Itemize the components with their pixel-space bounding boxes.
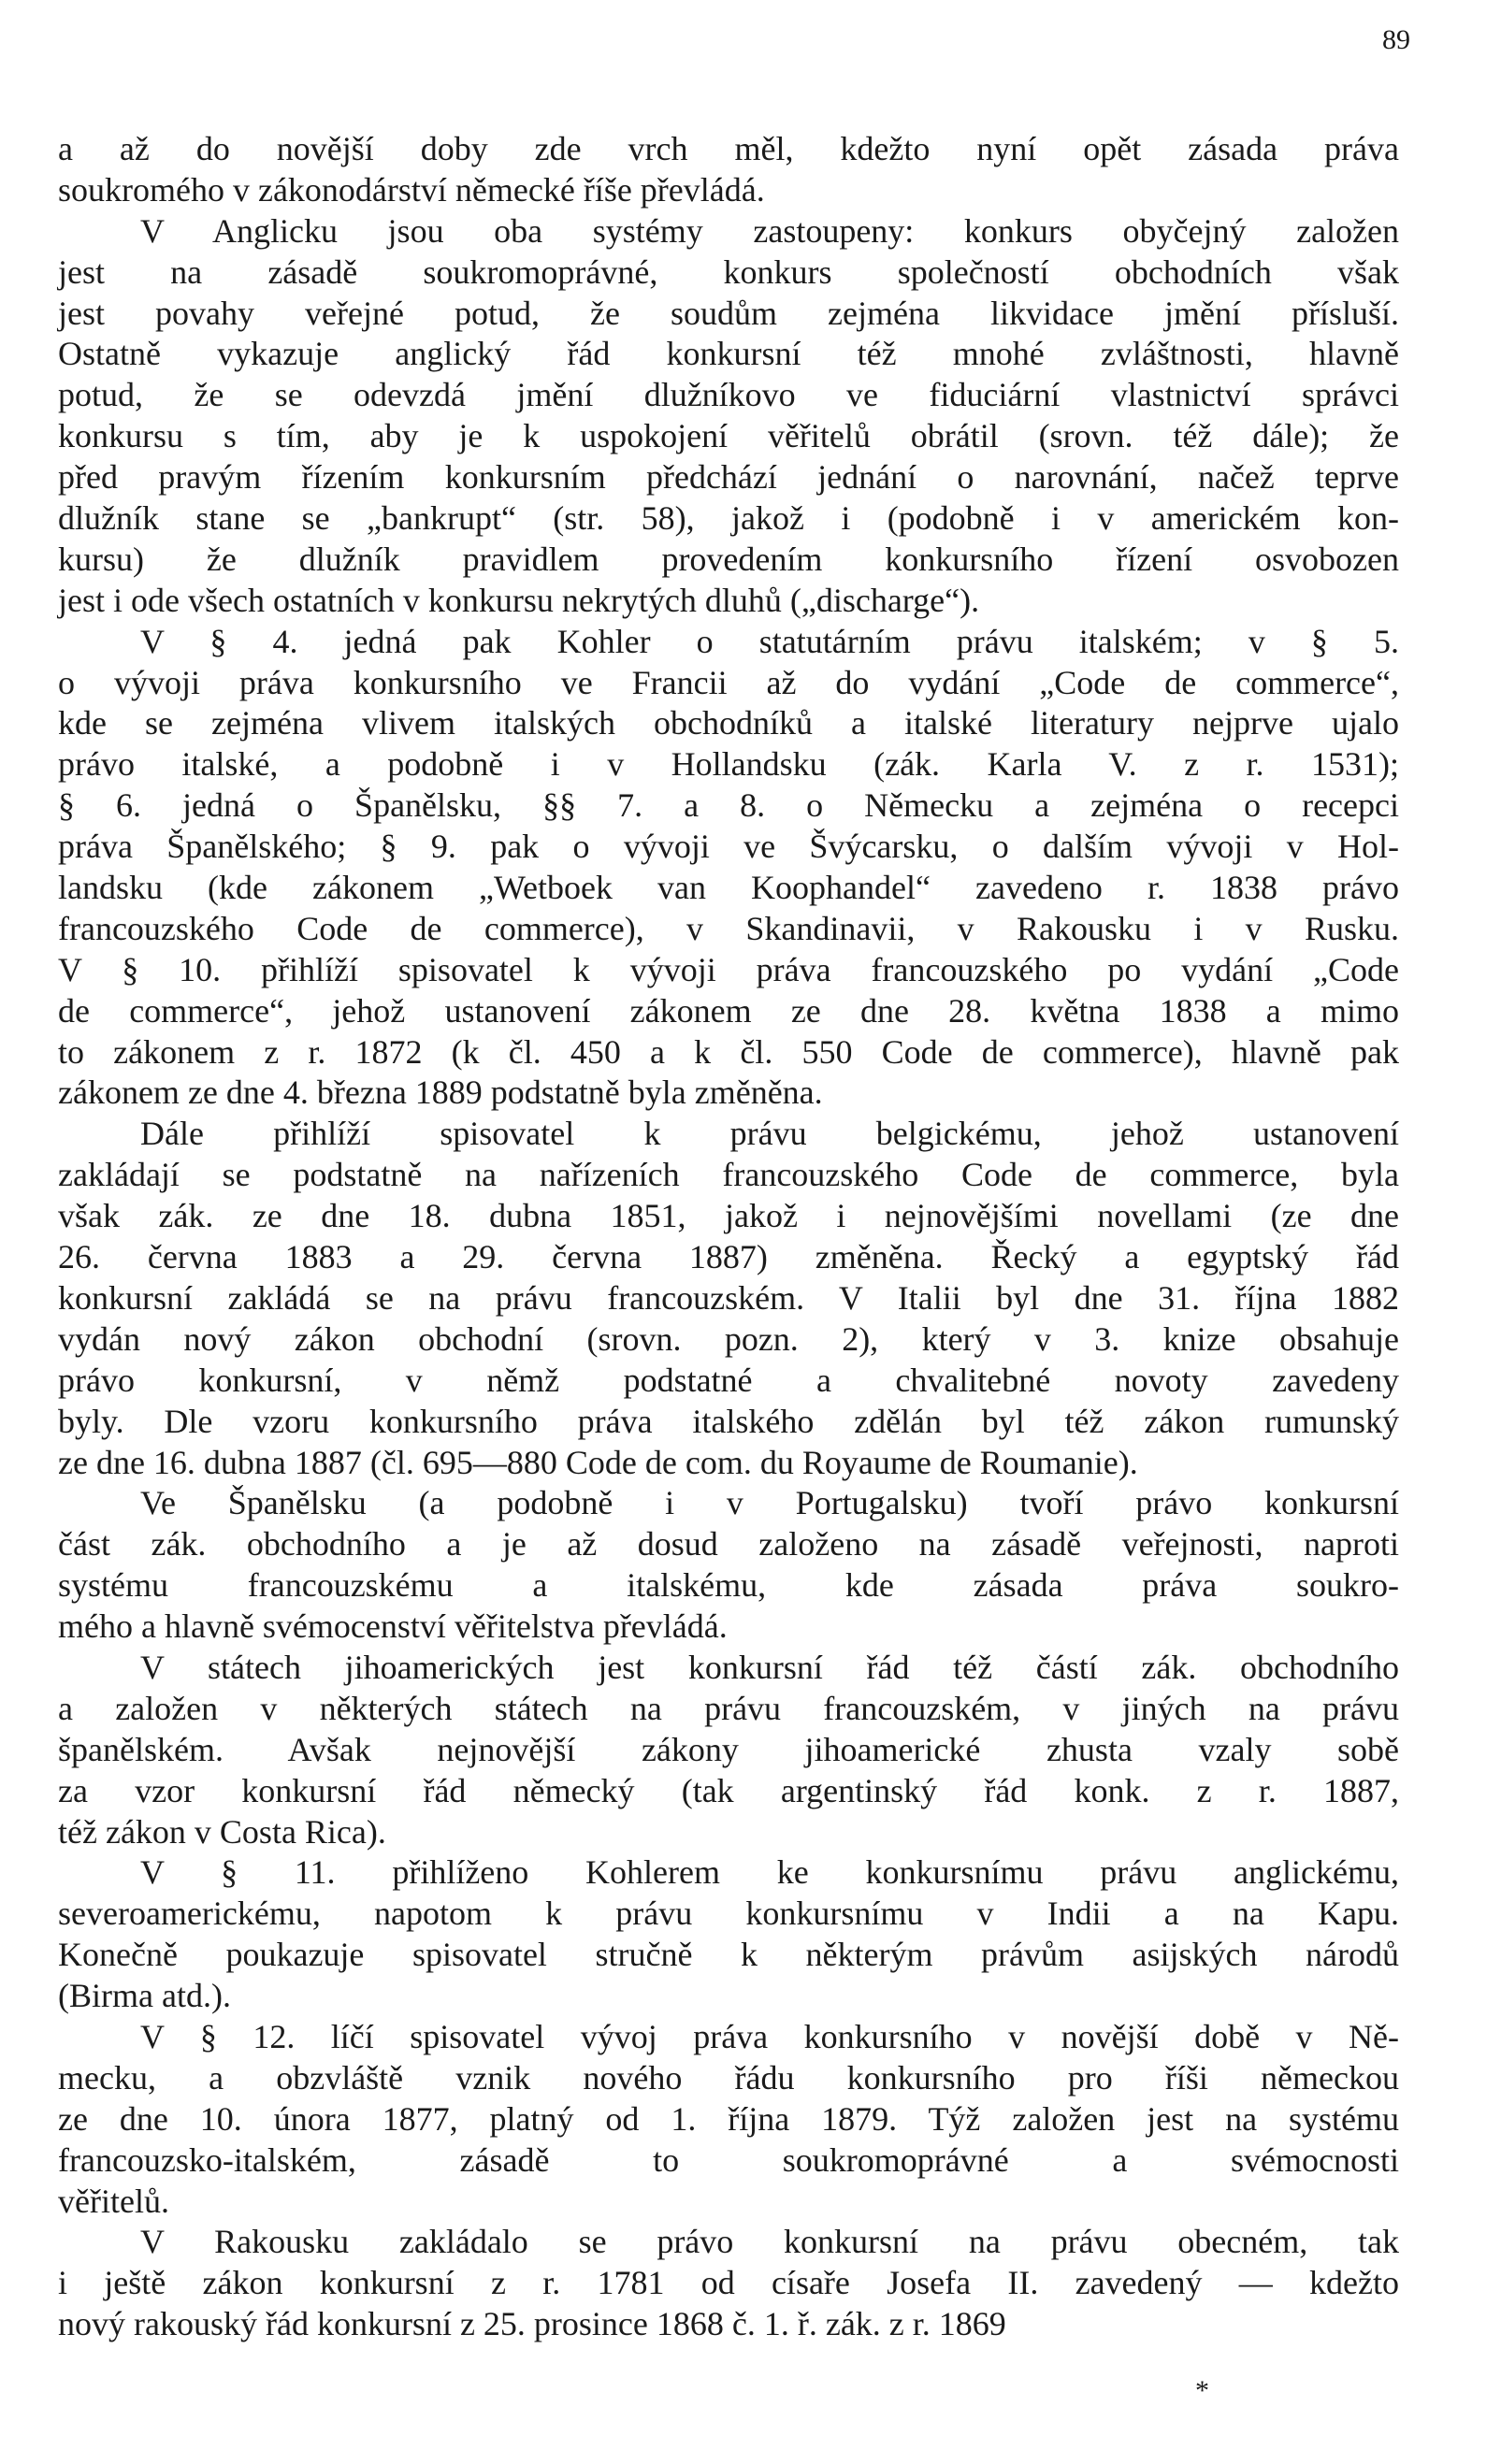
text-line: Konečně poukazuje spisovatel stručně k některým právům asijských národů (58, 1936, 1399, 1974)
text-line: část zák. obchodního a je až dosud založeno na zásadě veřejnosti, naproti (58, 1525, 1399, 1563)
text-line: zakládají se podstatně na nařízeních francouzského Code de commerce, byla (58, 1156, 1399, 1194)
text-line: před pravým řízením konkursním předchází jednání o narovnání, načež teprve (58, 458, 1399, 497)
text-line: jest povahy veřejné potud, že soudům zejména likvidace jmění přísluší. (58, 294, 1399, 332)
text-line: soukromého v zákonodárství německé říše převládá. (58, 170, 765, 209)
body-text (58, 129, 1399, 2345)
text-line: V § 4. jedná pak Kohler o statutárním právu italském; v § 5. (140, 622, 1399, 660)
text-line: a založen v některých státech na právu francouzském, v jiných na právu (58, 1689, 1399, 1727)
text-line: mecku, a obzvláště vznik nového řádu konkursního pro říši německou (58, 2058, 1399, 2097)
text-line: konkursu s tím, aby je k uspokojení věřitelů obrátil (srovn. též dále); že (58, 417, 1399, 455)
text-line: 26. června 1883 a 29. června 1887) změněna. Řecký a egyptský řád (58, 1238, 1399, 1276)
text-line: konkursní zakládá se na právu francouzském. V Italii byl dne 31. října 1882 (58, 1278, 1399, 1317)
text-line: mého a hlavně svémocenství věřitelstva převládá. (58, 1607, 728, 1646)
text-line: ze dne 10. února 1877, platný od 1. října 1879. Týž založen jest na systému (58, 2099, 1399, 2138)
text-line: V § 10. přihlíží spisovatel k vývoji práva francouzského po vydání „Code (58, 950, 1399, 988)
text-line: a až do novější doby zde vrch měl, kdežto nyní opět zásada práva (58, 130, 1399, 167)
text-line: severoamerickému, napotom k právu konkursnímu v Indii a na Kapu. (58, 1895, 1399, 1933)
text-line: jest na zásadě soukromoprávné, konkurs společností obchodních však (58, 252, 1399, 291)
text-line: to zákonem z r. 1872 (k čl. 450 a k čl. 550 Code de commerce), hlavně pak (58, 1032, 1399, 1071)
page-number: 89 (1382, 24, 1410, 55)
text-line: § 6. jedná o Španělsku, §§ 7. a 8. o Německu a zejména o recepci (58, 786, 1399, 825)
text-line: práva Španělského; § 9. pak o vývoji ve Švýcarsku, o dalším vývoji v Hol- (58, 828, 1399, 866)
text-line: V § 12. líčí spisovatel vývoj práva konkursního v novější době v Ně- (140, 2017, 1399, 2055)
text-line: španělském. Avšak nejnovější zákony jihoamerické zhusta vzaly sobě (58, 1730, 1399, 1768)
text-line: V státech jihoamerických jest konkursní řád též částí zák. obchodního (140, 1648, 1399, 1686)
text-line: V Rakousku zakládalo se právo konkursní na právu obecném, tak (140, 2223, 1399, 2261)
text-line: jest i ode všech ostatních v konkursu nekrytých dluhů („discharge“). (58, 581, 980, 619)
text-line: Dále přihlíží spisovatel k právu belgickému, jehož ustanovení (140, 1115, 1399, 1153)
text-line: za vzor konkursní řád německý (tak argentinský řád konk. z r. 1887, (58, 1771, 1399, 1809)
text-line: věřitelů. (58, 2182, 169, 2220)
text-line: právo konkursní, v němž podstatné a chvalitebné novoty zavedeny (58, 1361, 1399, 1399)
text-line: o vývoji práva konkursního ve Francii až do vydání „Code de commerce“, (58, 663, 1399, 701)
text-line: právo italské, a podobně i v Hollandsku (zák. Karla V. z r. 1531); (58, 745, 1399, 784)
text-line: Ostatně vykazuje anglický řád konkursní též mnohé zvláštnosti, hlavně (58, 335, 1399, 373)
text-line: byly. Dle vzoru konkursního práva italského zdělán byl též zákon rumunský (58, 1402, 1399, 1440)
text-line: de commerce“, jehož ustanovení zákonem ze dne 28. května 1838 a mimo (58, 991, 1399, 1030)
text-line: ze dne 16. dubna 1887 (čl. 695—880 Code de com. du Royaume de Roumanie). (58, 1443, 1138, 1481)
text-line: potud, že se odevzdá jmění dlužníkovo ve fiduciární vlastnictví správci (58, 376, 1399, 414)
text-line: (Birma atd.). (58, 1977, 231, 2015)
text-line: i ještě zákon konkursní z r. 1781 od císaře Josefa II. zavedený — kdežto (58, 2264, 1399, 2302)
text-line: však zák. ze dne 18. dubna 1851, jakož i nejnovějšími novellami (ze dne (58, 1197, 1399, 1235)
text-line: kursu) že dlužník pravidlem provedením konkursního řízení osvobozen (58, 540, 1399, 578)
text-line: francouzského Code de commerce), v Skandinavii, v Rakousku i v Rusku. (58, 909, 1399, 947)
text-line: kde se zejména vlivem italských obchodníků a italské literatury nejprve ujalo (58, 704, 1399, 742)
text-line: též zákon v Costa Rica). (58, 1812, 386, 1851)
text-line: zákonem ze dne 4. března 1889 podstatně byla změněna. (58, 1073, 823, 1112)
text-line: nový rakouský řád konkursní z 25. prosince 1868 č. 1. ř. zák. z r. 1869 (58, 2305, 1006, 2343)
signature-mark: * (1195, 2375, 1209, 2406)
text-line: V Anglicku jsou oba systémy zastoupeny: konkurs obyčejný založen (140, 211, 1399, 250)
text-line: systému francouzskému a italskému, kde zásada práva soukro- (58, 1566, 1399, 1605)
text-line: francouzsko-italském, zásadě to soukromoprávné a svémocnosti (58, 2140, 1399, 2179)
text-line: vydán nový zákon obchodní (srovn. pozn. 2), který v 3. knize obsahuje (58, 1319, 1399, 1358)
text-line: landsku (kde zákonem „Wetboek van Koophandel“ zavedeno r. 1838 právo (58, 869, 1399, 907)
text-line: Ve Španělsku (a podobně i v Portugalsku) tvoří právo konkursní (140, 1484, 1399, 1522)
text-line: dlužník stane se „bankrupt“ (str. 58), jakož i (podobně i v americkém kon- (58, 499, 1399, 538)
text-line: V § 11. přihlíženo Kohlerem ke konkursnímu právu anglickému, (140, 1853, 1399, 1892)
